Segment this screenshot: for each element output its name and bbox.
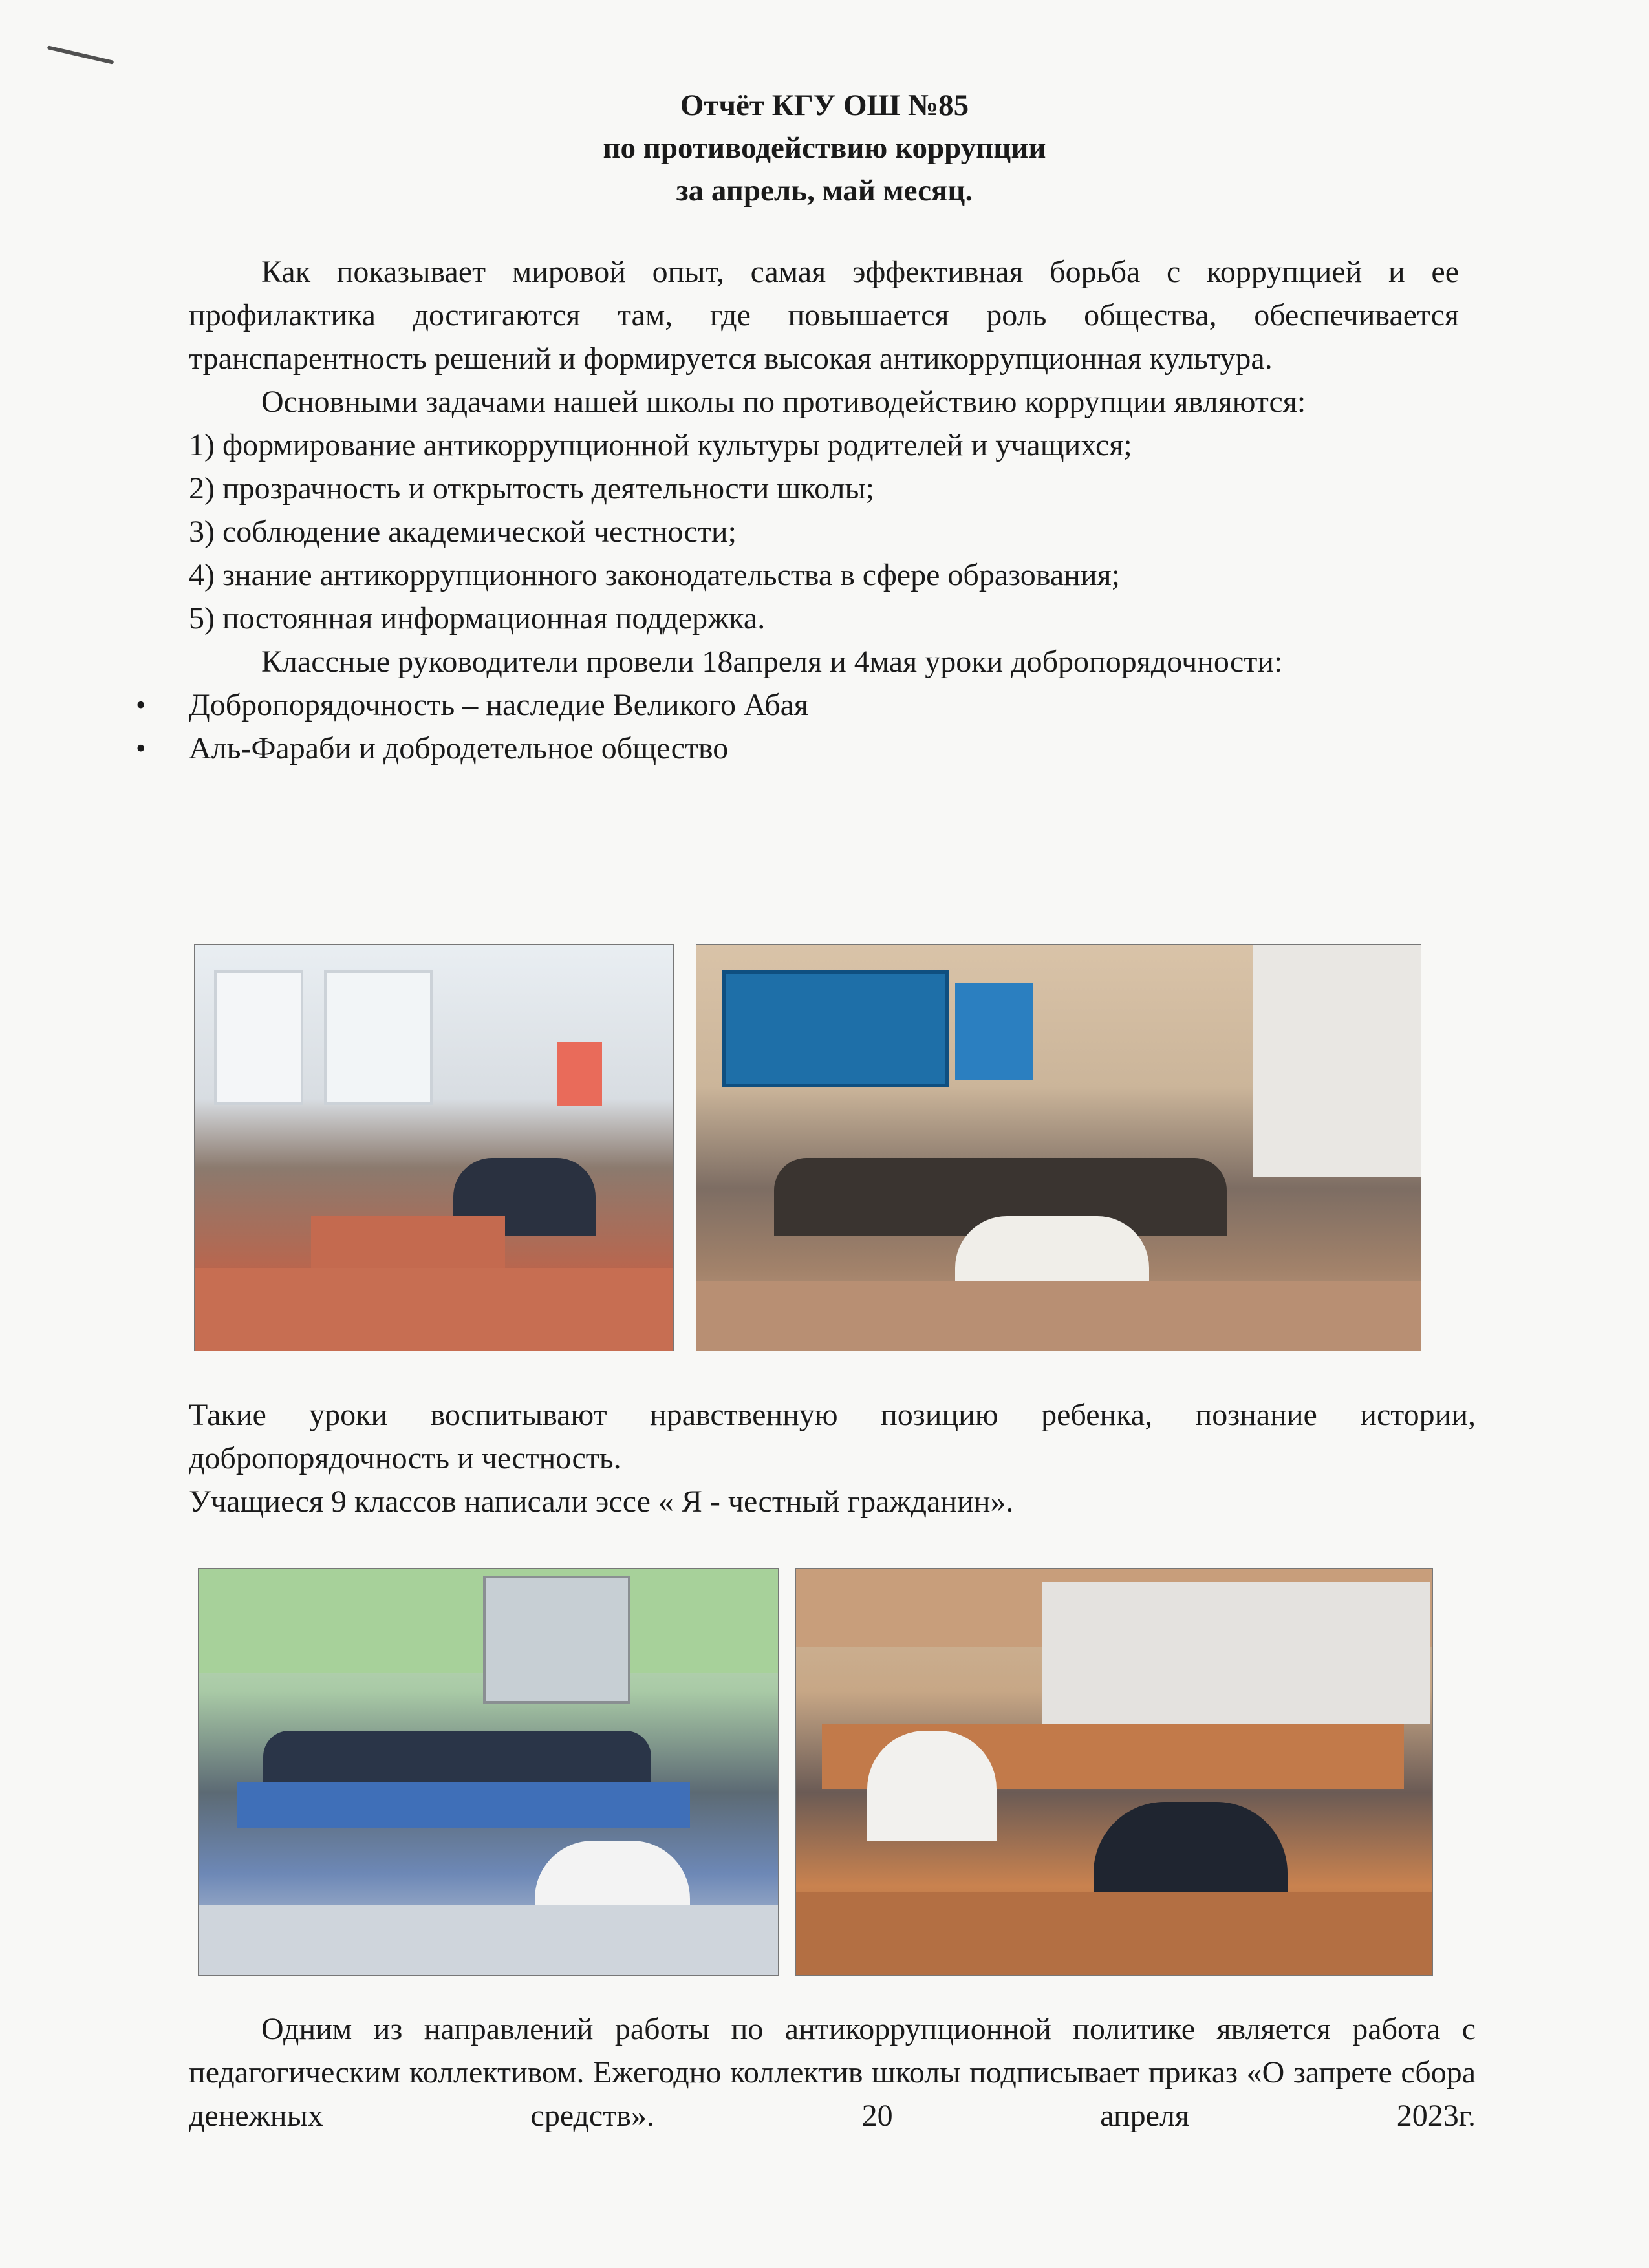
task-item: 3) соблюдение академической честности;: [189, 515, 737, 549]
photo-essay-writing-2: [795, 1568, 1433, 1976]
middle-text-2: Учащиеся 9 классов написали эссе « Я - честный гражданин».: [189, 1484, 1014, 1519]
lesson-item: • Добропорядочность – наследие Великого Абая: [189, 683, 1459, 727]
middle-text-1: Такие уроки воспитывают нравственную позицию ребенка, познание истории, добропорядочность и честность.: [189, 1398, 1476, 1475]
title-line-1: Отчёт КГУ ОШ №85: [680, 89, 969, 122]
lesson-item: • Аль-Фараби и добродетельное общество: [189, 727, 1459, 770]
closing-paragraph: Одним из направлений работы по антикоррупционной политике является работа с педагогическим коллективом. Ежегодно коллектив школы подписывает приказ «О запрете сбора денежных средств». 20 апреля 2023г.: [189, 2012, 1476, 2133]
intro-paragraph-2: Основными задачами нашей школы по противодействию коррупции являются:: [261, 385, 1306, 419]
intro-paragraph-3: Классные руководители провели 18апреля и 4мая уроки добропорядочности:: [261, 645, 1283, 679]
closing-section: [189, 2007, 1476, 2137]
task-list: [189, 423, 1459, 640]
task-item: 4) знание антикоррупционного законодательства в сфере образования;: [189, 558, 1120, 592]
photo-classroom-lesson-1: [194, 944, 674, 1351]
middle-section: [189, 1393, 1476, 1523]
photo-classroom-lesson-2: [696, 944, 1421, 1351]
title-line-2: по противодействию коррупции: [603, 131, 1046, 165]
intro-paragraph-1: Как показывает мировой опыт, самая эффективная борьба с коррупцией и ее профилактика достигаются там, где повышается роль общества, обеспечивается транспарентность решений и формируется высокая антикоррупционная культура.: [189, 255, 1459, 376]
task-item: 2) прозрачность и открытость деятельности школы;: [189, 471, 875, 506]
photo-essay-writing-1: [198, 1568, 779, 1976]
task-item: 1) формирование антикоррупционной культуры родителей и учащихся;: [189, 428, 1132, 462]
intro-section: [189, 250, 1459, 770]
lesson-list: [189, 683, 1459, 770]
scan-pen-mark: [47, 45, 114, 64]
task-item: 5) постоянная информационная поддержка.: [189, 601, 766, 636]
page-title: [0, 84, 1649, 212]
title-line-3: за апрель, май месяц.: [676, 174, 973, 208]
